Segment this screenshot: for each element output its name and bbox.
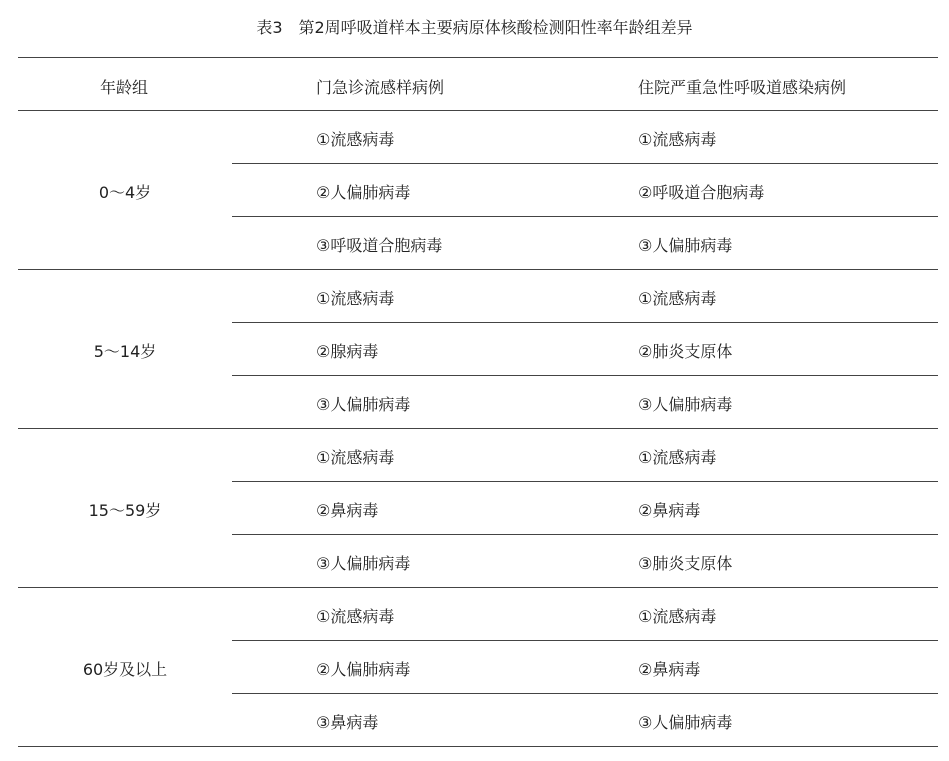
inpatient-cell: ③人偏肺病毒: [638, 395, 733, 414]
inpatient-cell: ②鼻病毒: [638, 501, 701, 520]
header-rule: [18, 110, 938, 111]
group-divider: [18, 587, 938, 588]
row-divider: [232, 216, 938, 217]
age-group-0-4: 0～4岁: [98, 183, 152, 202]
header-age-group: 年龄组: [100, 78, 149, 97]
age-group-60-plus: 60岁及以上: [82, 660, 168, 679]
outpatient-cell: ①流感病毒: [316, 607, 395, 626]
bottom-rule: [18, 746, 938, 747]
inpatient-cell: ③肺炎支原体: [638, 554, 733, 573]
outpatient-cell: ②人偏肺病毒: [316, 183, 411, 202]
inpatient-cell: ①流感病毒: [638, 607, 717, 626]
row-divider: [232, 534, 938, 535]
group-divider: [18, 269, 938, 270]
inpatient-cell: ③人偏肺病毒: [638, 713, 733, 732]
inpatient-cell: ①流感病毒: [638, 130, 717, 149]
outpatient-cell: ①流感病毒: [316, 448, 395, 467]
outpatient-cell: ②人偏肺病毒: [316, 660, 411, 679]
outpatient-cell: ③呼吸道合胞病毒: [316, 236, 443, 255]
age-group-5-14: 5～14岁: [93, 342, 157, 361]
outpatient-cell: ②鼻病毒: [316, 501, 379, 520]
inpatient-cell: ①流感病毒: [638, 448, 717, 467]
outpatient-cell: ③鼻病毒: [316, 713, 379, 732]
inpatient-cell: ②肺炎支原体: [638, 342, 733, 361]
outpatient-cell: ①流感病毒: [316, 130, 395, 149]
header-inpatient-sari: 住院严重急性呼吸道感染病例: [638, 78, 847, 97]
table-caption: 表3 第2周呼吸道样本主要病原体核酸检测阳性率年龄组差异: [256, 18, 693, 37]
outpatient-cell: ③人偏肺病毒: [316, 554, 411, 573]
inpatient-cell: ②呼吸道合胞病毒: [638, 183, 765, 202]
inpatient-cell: ③人偏肺病毒: [638, 236, 733, 255]
row-divider: [232, 640, 938, 641]
outpatient-cell: ②腺病毒: [316, 342, 379, 361]
outpatient-cell: ①流感病毒: [316, 289, 395, 308]
row-divider: [232, 375, 938, 376]
row-divider: [232, 693, 938, 694]
age-group-15-59: 15～59岁: [88, 501, 162, 520]
group-divider: [18, 428, 938, 429]
inpatient-cell: ②鼻病毒: [638, 660, 701, 679]
inpatient-cell: ①流感病毒: [638, 289, 717, 308]
row-divider: [232, 163, 938, 164]
outpatient-cell: ③人偏肺病毒: [316, 395, 411, 414]
row-divider: [232, 322, 938, 323]
header-outpatient-ili: 门急诊流感样病例: [316, 78, 445, 97]
row-divider: [232, 481, 938, 482]
top-rule: [18, 57, 938, 58]
